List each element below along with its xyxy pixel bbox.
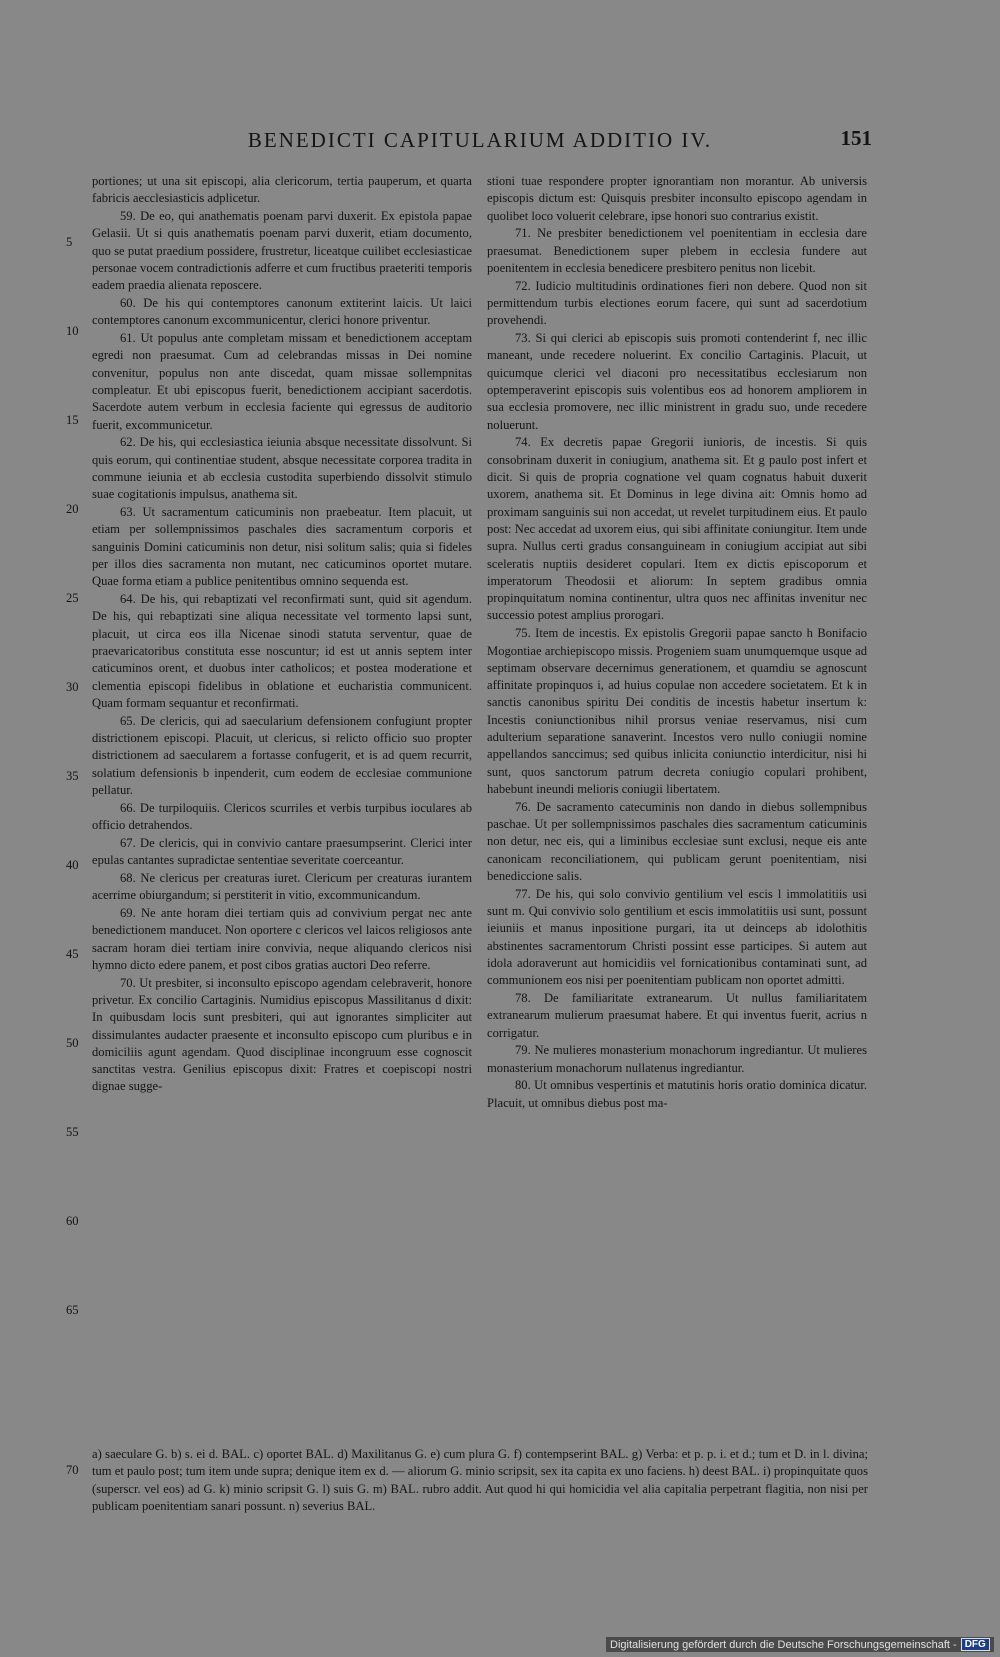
paragraph: 66. De turpiloquiis. Clericos scurriles et verbis turpibus ioculares ab officio detrahendos. [92, 800, 472, 832]
paragraph: 65. De clericis, qui ad saecularium defensionem confugiunt propter districtionem episcopi. Placuit, ut clericus, si relicto officio suo propter districtionem ad saecularem a fortasse confugerit, et is ad quem recurrit, solatium defensionis b inpenderit, cum eodem de ecclesiae communione pellatur. [92, 713, 472, 797]
paragraph: 70. Ut presbiter, si inconsulto episcopo agendam celebraverit, honore privetur. Ex concilio Cartaginis. Numidius episcopus Massilitanus d dixit: In quibusdam locis sunt presbiteri, qui aut ignorantes simpliciter aut dissimulantes audacter praesente et inconsulto episcopo cum pluribus e in domiciliis agunt agendam. Quod disciplinae incongruum esse cognoscit sanctitas vestra. Genilius episcopus dixit: Fratres et coepiscopi nostri dignae sugge- [92, 975, 472, 1094]
footnotes: a) saeculare G. b) s. ei d. BAL. c) oportet BAL. d) Maxilitanus G. e) cum plura G. f) contempserint BAL. g) Verba: et p. p. i. et d.; tum et D. in l. divina; tum et paulo post; tum item unde supra; denique item ex d. — aliorum G. minio scripsit, sex ita capita ex uno faciens. h) deest BAL. i) propinquitate quos (superscr. vel eos) ad G. k) minio scripsit G. l) suis G. m) BAL. rubro addit. Aut quod hi qui homicidia vel alia capitalia perpetrant flagitia, non nisi per publicam poenitentiam sanari possunt. n) severius BAL. [92, 1447, 868, 1513]
line-number: 65 [66, 1303, 79, 1317]
paragraph: 77. De his, qui solo convivio gentilium vel escis l immolatitiis usi sunt m. Qui convivio solo gentilium et escis immolatitiis usi sunt, possunt ieiuniis et manus inpositione purgari, ita ut deinceps ab idolothitis abstinentes sacramentorum Christi possint esse participes. Si autem aut idola adoraverunt aut homicidiis vel fornicationibus contaminati sunt, ad communionem eos nisi per poenitentiam publicam non oportet admitti. [487, 886, 867, 988]
line-number: 60 [66, 1214, 79, 1228]
dfg-logo: DFG [961, 1638, 990, 1651]
paragraph: portiones; ut una sit episcopi, alia clericorum, tertia pauperum, et quarta fabricis aecclesiasticis adplicetur. [92, 174, 472, 206]
paragraph: stioni tuae respondere propter ignorantiam non morantur. Ab universis episcopis dictum est: Quisquis presbiter inconsulto episcopo agendam in quolibet loco voluerit celebrare, ipse honori suo contrarius existit. [487, 174, 867, 223]
line-number: 20 [66, 502, 79, 516]
line-number: 5 [66, 235, 73, 249]
line-number: 15 [66, 413, 79, 427]
paragraph: 63. Ut sacramentum caticuminis non praebeatur. Item placuit, ut etiam per sollempnissimos paschales dies sacramentum corporis et sanguinis Domini caticuminis non detur, nisi solitum salis; quia si fideles per illos dies sacramenta non mutant, nec caticuminos oportet mutare. Quae forma etiam a publice penitentibus omnino sequenda est. [92, 505, 472, 589]
line-number: 40 [66, 858, 79, 872]
line-number: 30 [66, 680, 79, 694]
paragraph: 67. De clericis, qui in convivio cantare praesumpserint. Clerici inter epulas cantantes supradictae sententiae severitate coerceantur. [92, 835, 472, 868]
paragraph: 60. De his qui contemptores canonum extiterint laicis. Ut laici contemptores canonum excommunicentur, clerici honore priventur. [92, 296, 472, 328]
paragraph: 64. De his, qui rebaptizati vel reconfirmati sunt, quid sit agendum. De his, qui rebaptizati sine aliqua necessitate vel tormento lapsi sunt, placuit, ut circa eos illa Nicenae sinodi statuta serventur, quae de praevaricatoribus constituta esse noscuntur; id est ut annis septem inter caticuminos orent, et duobus inter catholicos; et postea moderatione et clementia episcopi fidelibus in oblatione et eucharistia communicent. Quam formam sequantur et reconfirmati. [92, 592, 472, 710]
paragraph: 79. Ne mulieres monasterium monachorum ingrediantur. Ut mulieres monasterium monachorum nullatenus ingrediantur. [487, 1043, 867, 1075]
paragraph: 78. De familiaritate extranearum. Ut nullus familiaritatem extranearum mulierum praesumat habere. Et qui inventus fuerit, acrius n corrigatur. [487, 990, 867, 1040]
line-number: 35 [66, 769, 79, 783]
paragraph: 69. Ne ante horam diei tertiam quis ad convivium pergat nec ante benedictionem manducet. Non oportere c clericos vel laicos religiosos ante sacram horam diei tertiam inire convivia, neque aliquando clericos nisi hymno dicto edere panem, et post cibos gratias auctori Deo referre. [92, 905, 472, 972]
paragraph: 75. Item de incestis. Ex epistolis Gregorii papae sancto h Bonifacio Mogontiae archiepiscopo missis. Progeniem suam unumquemque usque ad septimam observare decernimus generationem, et quamdiu se agnoscunt affinitate propinquos i, ad huius copulae non accedere societatem. Et k in sanctis canonibus spiritu Dei conditis de incestis habetur insertum k: Incestis coniunctionibus nihil prorsus veniae reservamus, nisi cum adulterium separatione sanaverint. Incestos vero nullo coniugii nomine appellandos sanccimus; sed quibus inlicita coniunctio interdicitur, nisi hi sunt, quos sanctorum patrum decreta coniugio copulari prohibent, habebunt ineundi melioris coniugii libertatem. [487, 626, 867, 796]
paragraph: 72. Iudicio multitudinis ordinationes fieri non debere. Quod non sit permittendum turbis electiones eorum facere, qui sunt ad sacerdotium provehendi. [487, 278, 867, 328]
left-column [92, 173, 472, 1413]
paragraph: 76. De sacramento catecuminis non dando in diebus sollempnibus paschae. Ut per sollempnissimos paschales dies sacramentum caticuminis non detur, nec eis, qui a liminibus ecclesiae sunt exclusi, neque eis ante canonicam reconciliationem, qui publicam gerunt poenitentiam, nisi benediccione salis. [487, 799, 867, 883]
footnote-line-number: 70 [66, 1463, 79, 1477]
line-number: 50 [66, 1036, 79, 1050]
line-number: 25 [66, 591, 79, 605]
paragraph: 71. Ne presbiter benedictionem vel poenitentiam in ecclesia dare praesumat. Benedictionem super plebem in ecclesia fundere aut poenitentem in ecclesia benedicere presbitero penitus non licebit. [487, 226, 867, 275]
page-number: 151 [840, 126, 872, 150]
paragraph: 74. Ex decretis papae Gregorii iunioris, de incestis. Si quis consobrinam duxerit in coniugium, anathema sit. Et g paulo post infert et dicit. Si quis de propria cognatione vel quam cognatus habuit duxerit uxorem, anathema sit. Et Dominus in lege divina ait: Omnis homo ad proximam sanguinis sui non accedat, ut revelet turpitudinem eius. Et paulo post: Nec accedat ad uxorem eius, qui sibi affinitate coniungitur. Item unde supra. Nullus certi gradus consanguineam in coniugium accipiat aut sibi sceleratis nuptiis desideret copulari. Item ex dictis episcoporum et imperatorum Theodosii et aliorum: In septem gradibus omnia propinquitatum nomina continentur, ultra quos nec affinitas invenitur nec successio potest amplius prorogari. [487, 435, 867, 623]
page-header: BENEDICTI CAPITULARIUM ADDITIO IV. [247, 128, 713, 152]
paragraph: 80. Ut omnibus vespertinis et matutinis horis oratio dominica dicatur. Placuit, ut omnibus diebus post ma- [487, 1078, 867, 1110]
footer-text: Digitalisierung gefördert durch die Deutsche Forschungsgemeinschaft - [610, 1638, 957, 1651]
paragraph: 61. Ut populus ante completam missam et benedictionem acceptam egredi non praesumat. Cum ad celebrandas missas in Dei nomine convenitur, populus non ante discedat, quam missae sollempnitas compleatur. Et ubi episcopus fuerit, benedictionem accipiant sacerdotis. Sacerdote autem verbum in ecclesia faciente qui egressus de auditorio fuerit, excommunicetur. [92, 331, 472, 432]
right-column [487, 173, 867, 1413]
paragraph: 73. Si qui clerici ab episcopis suis promoti contenderint f, nec illic maneant, unde recedere noluerint. Ex concilio Cartaginis. Placuit, ut quicumque clerici vel diaconi pro necessitatibus ecclesiarum non optemperaverint episcopis suis volentibus eos ad honorem ampliorem in sua ecclesia promovere, nec illic ministrent in gradu suo, unde recedere noluerunt. [487, 331, 867, 432]
line-number: 10 [66, 324, 79, 338]
paragraph: 59. De eo, qui anathematis poenam parvi duxerit. Ex epistola papae Gelasii. Ut si quis anathematis poenam parvi duxerit, etiam documento, quo se putat praedium possidere, frustretur, liceatque cuilibet ecclesiasticae personae vocem contradictionis adferre et cum fructibus praeteriti temporis eadem praedia alienata reposcere. [92, 209, 472, 293]
digitization-footer [606, 1637, 994, 1652]
line-number: 45 [66, 947, 79, 961]
paragraph: 62. De his, qui ecclesiastica ieiunia absque necessitate dissolvunt. Si quis eorum, qui continentiae student, absque necessitate corporea tradita in commune ieiunia et ab ecclesia custodita superbiendo dissolvit stimulo suae cogitationis impulsus, anathema sit. [92, 435, 472, 502]
paragraph: 68. Ne clericus per creaturas iuret. Clericum per creaturas iurantem acerrime obiurgandum; si perstiterit in vitio, excommunicandum. [92, 870, 472, 903]
line-number: 55 [66, 1125, 79, 1139]
